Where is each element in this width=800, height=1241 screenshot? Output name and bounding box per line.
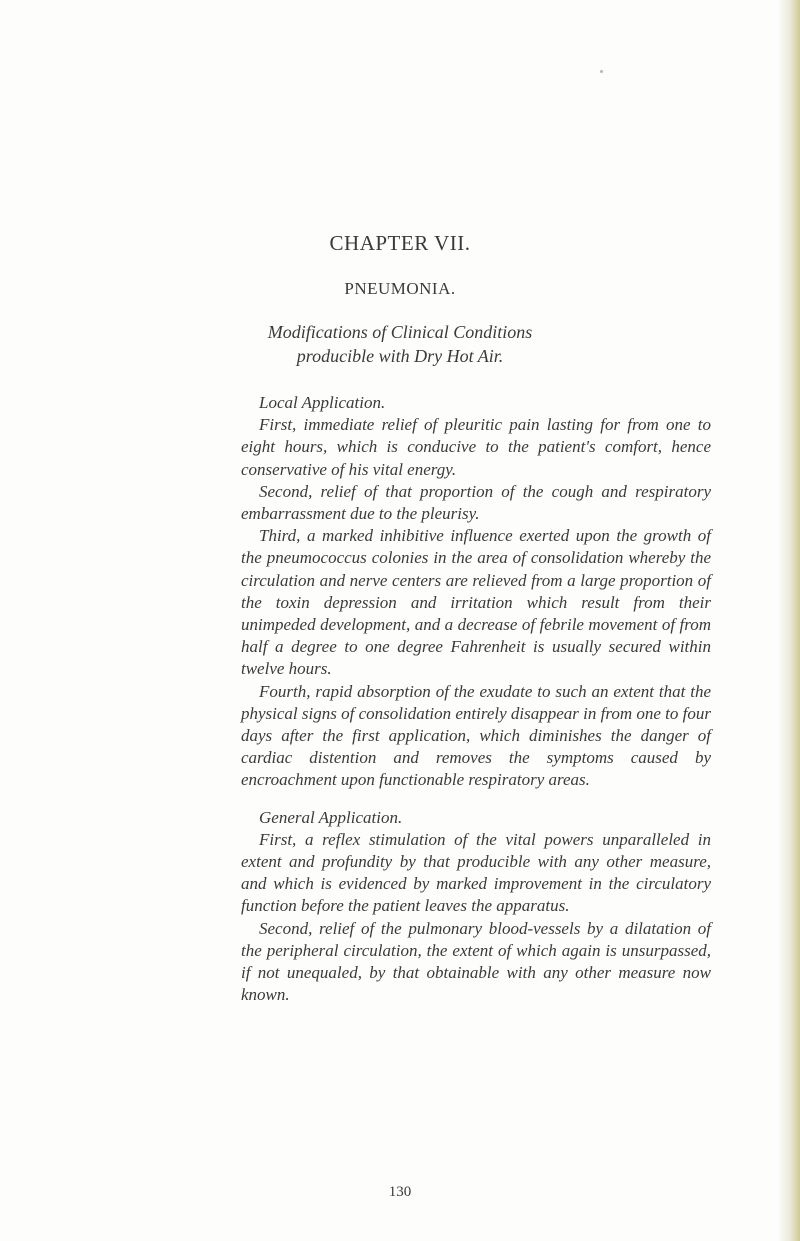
paper-speck	[600, 70, 603, 73]
page-number: 130	[388, 1184, 412, 1200]
page-edge-shadow	[778, 0, 800, 1241]
chapter-subtitle	[0, 320, 800, 368]
paragraph: First, a reflex stimulation of the vital powers unparalleled in extent and profundity by that producible with any other measure, and which is evidenced by marked improvement in the circulatory function before the patient leaves the apparatus.	[241, 829, 711, 916]
paragraph: Third, a marked inhibitive influence exerted upon the growth of the pneumococcus colonies in the area of consolidation whereby the circulation and nerve centers are relieved from a large proportion of the toxin depression and irritation which result from their unimpeded development, and a decrease of febrile movement of from half a degree to one degree Fahrenheit is usually secured within twelve hours.	[241, 526, 711, 679]
chapter-heading: CHAPTER VII.	[329, 231, 471, 255]
paragraph: First, immediate relief of pleuritic pain lasting for from one to eight hours, which is conducive to the patient's comfort, hence conservative of his vital energy.	[241, 415, 711, 479]
body-text	[241, 392, 711, 1006]
paragraph: Second, relief of the pulmonary blood-vessels by a dilatation of the peripheral circulation, the extent of which again is unsurpassed, if not unequaled, by that obtainable with any other measure now known.	[241, 918, 711, 1005]
section-heading-local: Local Application.	[259, 393, 386, 412]
paragraph: Fourth, rapid absorption of the exudate to such an extent that the physical signs of consolidation entirely disappear in from one to four days after the first application, which diminishes the danger of cardiac distention and removes the symptoms caused by encroachment upon functionable respiratory areas.	[241, 681, 711, 790]
paragraph: Second, relief of that proportion of the cough and respiratory embarrassment due to the pleurisy.	[241, 481, 711, 524]
section-heading-general: General Application.	[259, 807, 403, 827]
subtitle-line-2: producible with Dry Hot Air.	[296, 346, 504, 366]
chapter-subject: PNEUMONIA.	[344, 279, 456, 298]
subtitle-line-1: Modifications of Clinical Conditions	[267, 322, 533, 342]
